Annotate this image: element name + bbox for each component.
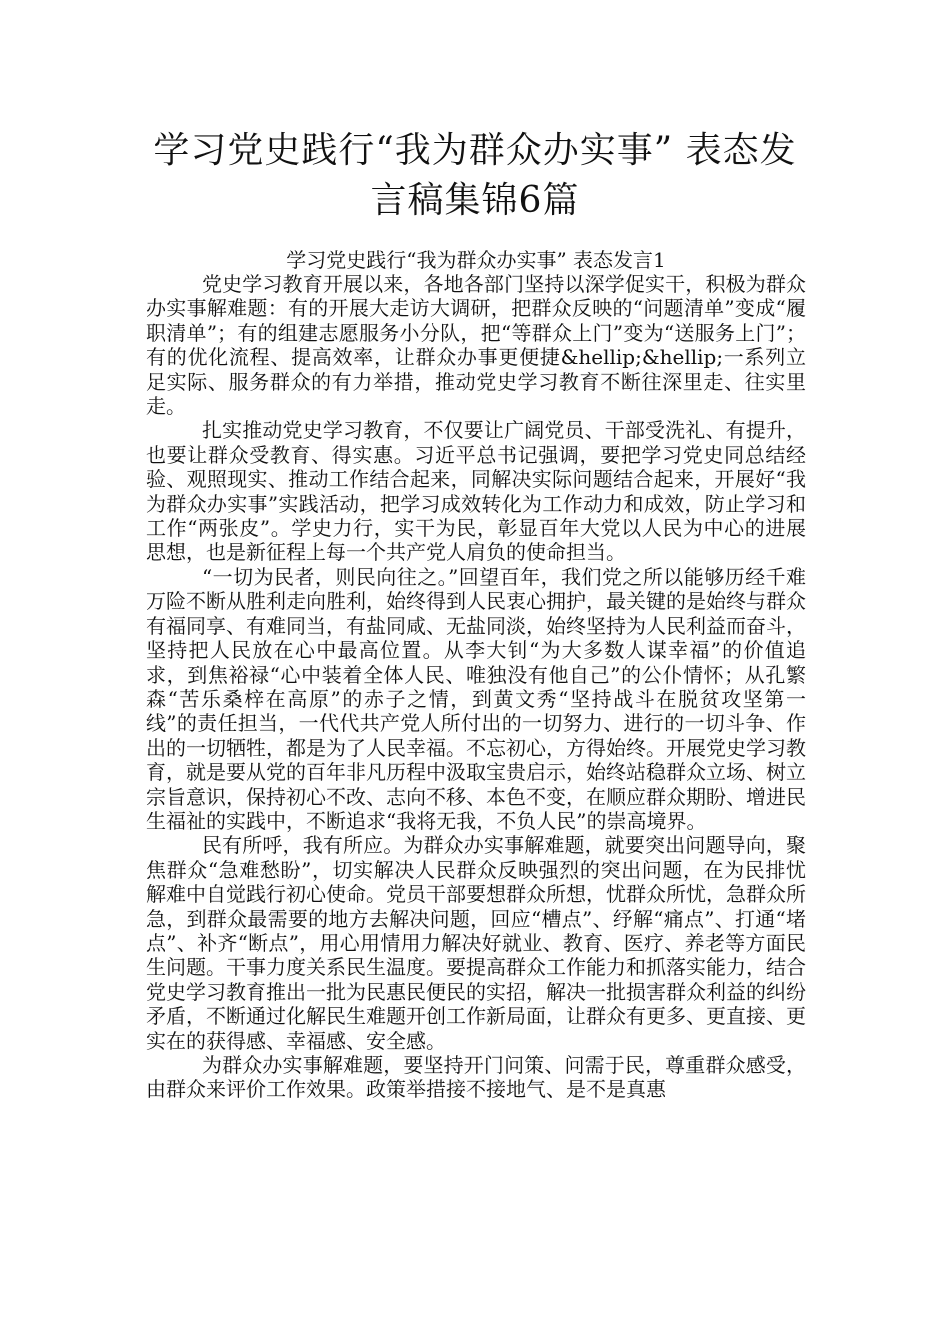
document-title-line-1: 学习党史践行“我为群众办实事” 表态发: [153, 130, 797, 171]
document-title-line-2: 言稿集锦6篇: [370, 180, 580, 221]
paragraph-5: 为群众办实事解难题，要坚持开门问策、问需于民，尊重群众感受，由群众来评价工作效果。政策举措接不接地气、是不是真惠: [146, 1053, 806, 1102]
section-heading: 学习党史践行“我为群众办实事” 表态发言1: [286, 248, 666, 272]
document-body: [146, 272, 806, 1102]
paragraph-3: “一切为民者，则民向往之。”回望百年，我们党之所以能够历经千难万险不断从胜利走向胜利，始终得到人民衷心拥护，最关键的是始终与群众有福同享、有难同当，有盐同咸、无盐同淡，始终坚持为人民利益而奋斗，坚持把人民放在心中最高位置。从李大钊“为大多数人谋幸福”的价值追求，到焦裕禄“心中装着全体人民、唯独没有他自己”的公仆情怀；从孔繁森“苦乐桑梓在高原”的赤子之情，到黄文秀“坚持战斗在脱贫攻坚第一线”的责任担当，一代代共产党人所付出的一切努力、进行的一切斗争、作出的一切牺牲，都是为了人民幸福。不忘初心，方得始终。开展党史学习教育，就是要从党的百年非凡历程中汲取宝贵启示，始终站稳群众立场、树立宗旨意识，保持初心不改、志向不移、本色不变，在顺应群众期盼、增进民生福祉的实践中，不断追求“我将无我，不负人民”的崇高境界。: [146, 564, 806, 833]
paragraph-4: 民有所呼，我有所应。为群众办实事解难题，就要突出问题导向，聚焦群众“急难愁盼”，切实解决人民群众反映强烈的突出问题，在为民排忧解难中自觉践行初心使命。党员干部要想群众所想，忧群众所忧，急群众所急，到群众最需要的地方去解决问题，回应“槽点”、纾解“痛点”、打通“堵点”、补齐“断点”，用心用情用力解决好就业、教育、医疗、养老等方面民生问题。干事力度关系民生温度。要提高群众工作能力和抓落实能力，结合党史学习教育推出一批为民惠民便民的实招，解决一批损害群众利益的纠纷矛盾，不断通过化解民生难题开创工作新局面，让群众有更多、更直接、更实在的获得感、幸福感、安全感。: [146, 833, 806, 1053]
paragraph-2: 扎实推动党史学习教育，不仅要让广阔党员、干部受洗礼、有提升，也要让群众受教育、得实惠。习近平总书记强调，要把学习党史同总结经验、观照现实、推动工作结合起来，同解决实际问题结合起来，开展好“我为群众办实事”实践活动，把学习成效转化为工作动力和成效，防止学习和工作“两张皮”。学史力行，实干为民，彰显百年大党以人民为中心的进展思想，也是新征程上每一个共产党人肩负的使命担当。: [146, 418, 806, 565]
paragraph-1: 党史学习教育开展以来，各地各部门坚持以深学促实干，积极为群众办实事解难题：有的开展大走访大调研，把群众反映的“问题清单”变成“履职清单”；有的组建志愿服务小分队，把“等群众上门”变为“送服务上门”；有的优化流程、提高效率，让群众办事更便捷&hellip;&hellip;一系列立足实际、服务群众的有力举措，推动党史学习教育不断往深里走、往实里走。: [146, 272, 806, 419]
document-title: [120, 126, 830, 226]
